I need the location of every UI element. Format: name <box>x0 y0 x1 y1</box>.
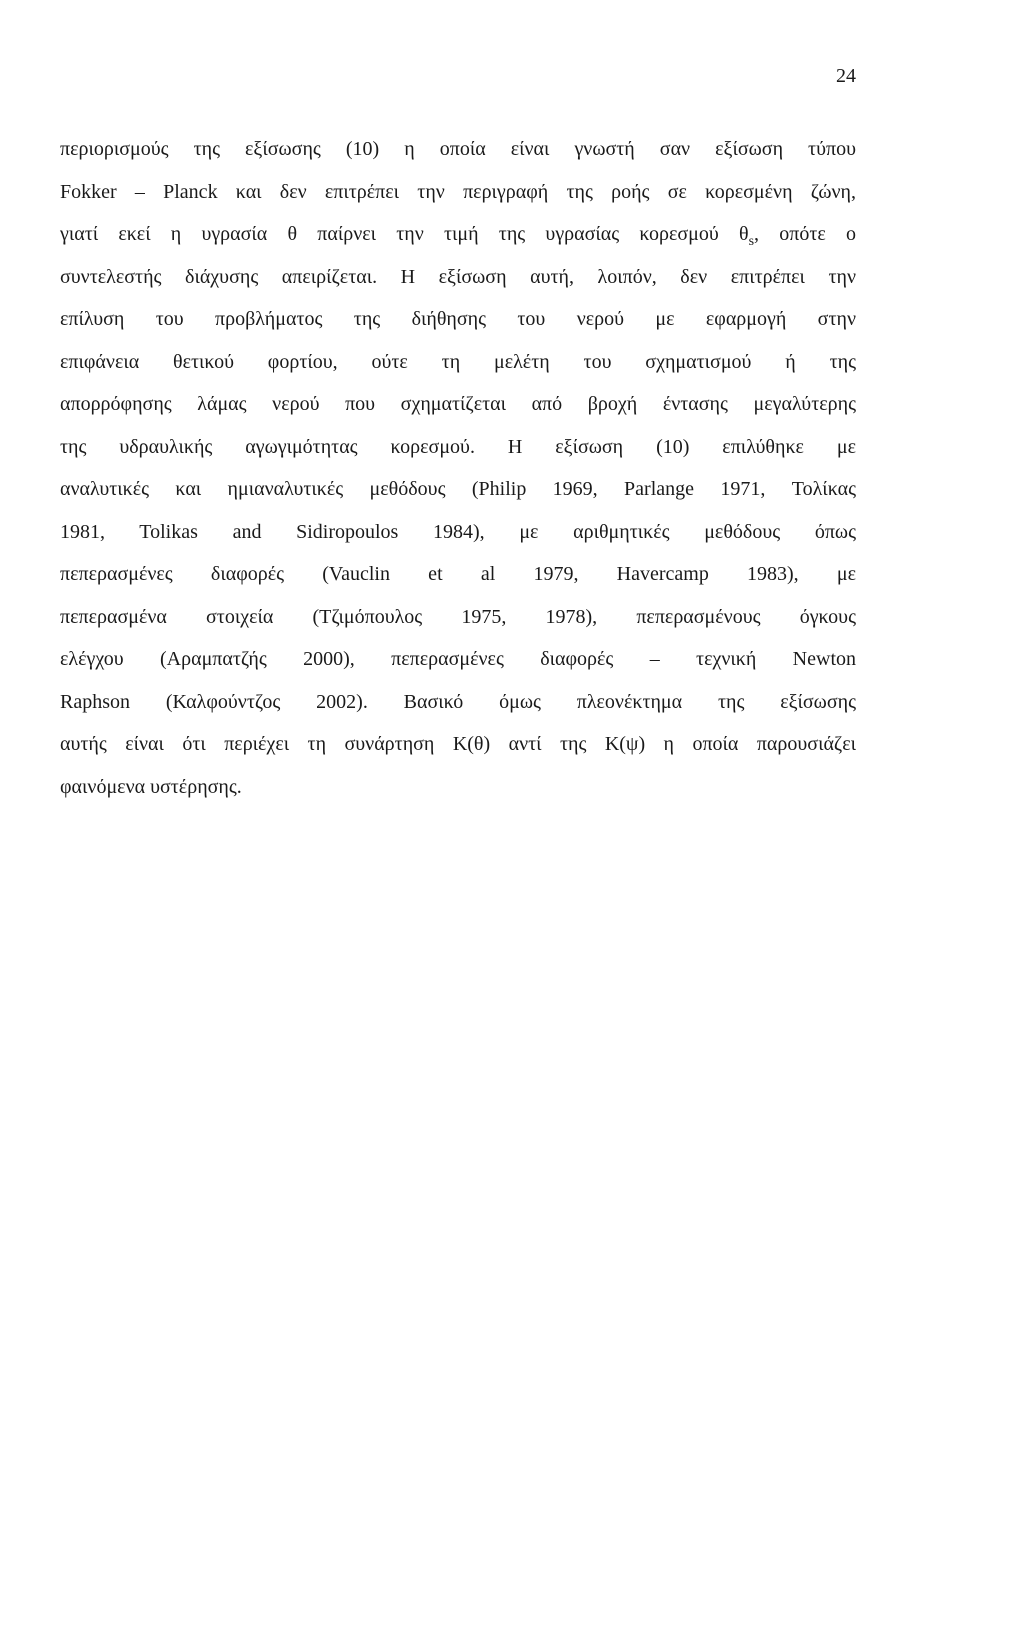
text-line: 1981, Tolikas and Sidiropoulos 1984), με αριθμητικές μεθόδους όπως <box>60 520 856 543</box>
text-line: αυτής είναι ότι περιέχει τη συνάρτηση Κ(θ) αντί της Κ(ψ) η οποία παρουσιάζει <box>60 733 856 755</box>
text-line-segment: , οπότε ο <box>754 223 856 245</box>
text-line-last: φαινόμενα υστέρησης. <box>60 775 242 798</box>
text-line: επίλυση του προβλήματος της διήθησης του νερού με εφαρμογή στην <box>60 308 856 330</box>
text-line-segment: γιατί εκεί η υγρασία θ παίρνει την τιμή της υγρασίας κορεσμού θ <box>60 223 749 245</box>
text-line: Raphson (Καλφούντζος 2002). Βασικό όμως πλεονέκτημα της εξίσωσης <box>60 690 856 713</box>
body-paragraph <box>60 128 856 808</box>
text-line: συντελεστής διάχυσης απειρίζεται. Η εξίσωση αυτή, λοιπόν, δεν επιτρέπει την <box>60 265 856 288</box>
text-line: περιορισμούς της εξίσωσης (10) η οποία είναι γνωστή σαν εξίσωση τύπου <box>60 138 856 160</box>
text-line: επιφάνεια θετικού φορτίου, ούτε τη μελέτη του σχηματισμού ή της <box>60 350 856 373</box>
subscript-s: s <box>748 234 755 249</box>
text-line: απορρόφησης λάμας νερού που σχηματίζεται από βροχή έντασης μεγαλύτερης <box>60 393 856 415</box>
text-line: Fokker – Planck και δεν επιτρέπει την περιγραφή της ροής σε κορεσμένη ζώνη, <box>60 180 856 203</box>
page-number: 24 <box>836 65 856 87</box>
text-line: πεπερασμένα στοιχεία (Τζιμόπουλος 1975, 1978), πεπερασμένους όγκους <box>60 605 856 628</box>
text-line: αναλυτικές και ημιαναλυτικές μεθόδους (Philip 1969, Parlange 1971, Τολίκας <box>60 478 856 500</box>
text-line: της υδραυλικής αγωγιμότητας κορεσμού. Η εξίσωση (10) επιλύθηκε με <box>60 435 856 458</box>
text-line <box>60 213 856 256</box>
text-line: πεπερασμένες διαφορές (Vauclin et al 1979, Havercamp 1983), με <box>60 563 856 585</box>
text-line: ελέγχου (Αραμπατζής 2000), πεπερασμένες διαφορές – τεχνική Newton <box>60 648 856 670</box>
